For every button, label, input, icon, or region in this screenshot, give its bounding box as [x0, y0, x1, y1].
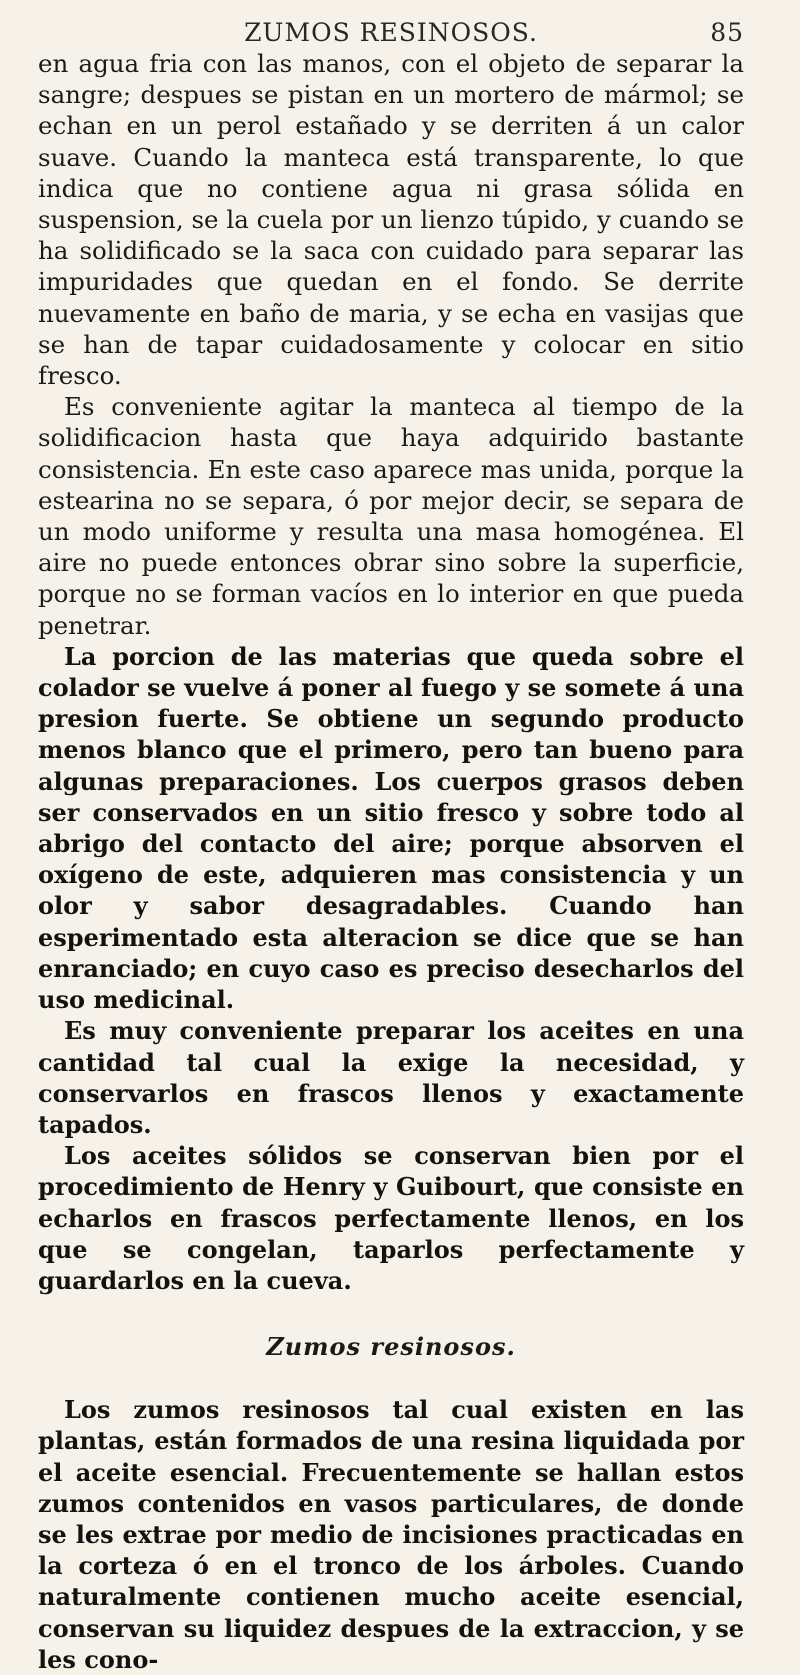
body-text [38, 48, 744, 1675]
paragraph-solidification: Es conveniente agitar la manteca al tiempo de la solidificacion hasta que haya adquirido bastante consistencia. En este caso aparece mas unida, porque la estearina no se separa, ó por mejor decir, se separa de un modo uniforme y resulta una masa homogénea. El aire no puede entonces obrar sino sobre la superficie, porque no se forman vacíos en lo interior en que pueda penetrar. [38, 392, 744, 640]
paragraph-resinous-juices: Los zumos resinosos tal cual existen en las plantas, están formados de una resina liquidada por el aceite esencial. Frecuentemente se hallan estos zumos contenidos en vasos particulares, de donde se les extrae por medio de incisiones practicadas en la corteza ó en el tronco de los árboles. Cuando naturalmente contienen mucho aceite esencial, conservan su liquidez despues de la extraccion, y se les cono- [38, 1395, 744, 1674]
running-title: ZUMOS RESINOSOS. [244, 18, 538, 47]
paragraph-continuation: en agua fria con las manos, con el objeto de separar la sangre; despues se pistan en un mortero de mármol; se echan en un perol estañado y se derriten á un calor suave. Cuando la manteca está transparente, lo que indica que no contiene agua ni grasa sólida en suspension, se la cuela por un lienzo túpido, y cuando se ha solidificado se la saca con cuidado para separar las impuridades que quedan en el fondo. Se derrite nuevamente en baño de maria, y se echa en vasijas que se han de tapar cuidadosamente y colocar en sitio fresco. [38, 49, 744, 391]
paragraph-solid-oils: Los aceites sólidos se conservan bien por el procedimiento de Henry y Guibourt, que consiste en echarlos en frascos perfectamente llenos, en los que se congelan, taparlos perfectamente y guardarlos en la cueva. [38, 1141, 744, 1295]
page-number: 85 [710, 18, 744, 47]
section-heading: Zumos resinosos. [266, 1332, 516, 1362]
paragraph-pressing: La porcion de las materias que queda sobre el colador se vuelve á poner al fuego y se somete á una presion fuerte. Se obtiene un segundo producto menos blanco que el primero, pero tan bueno para algunas preparaciones. Los cuerpos grasos deben ser conservados en un sitio fresco y sobre todo al abrigo del contacto del aire; porque absorven el oxígeno de este, adquieren mas consistencia y un olor y sabor desagradables. Cuando han esperimentado esta alteracion se dice que se han enranciado; en cuyo caso es preciso desecharlos del uso medicinal. [38, 641, 744, 1015]
paragraph-oil-storage: Es muy conveniente preparar los aceites en una cantidad tal cual la exige la necesidad, y conservarlos en frascos llenos y exactamente tapados. [38, 1016, 744, 1139]
running-head [38, 18, 744, 48]
